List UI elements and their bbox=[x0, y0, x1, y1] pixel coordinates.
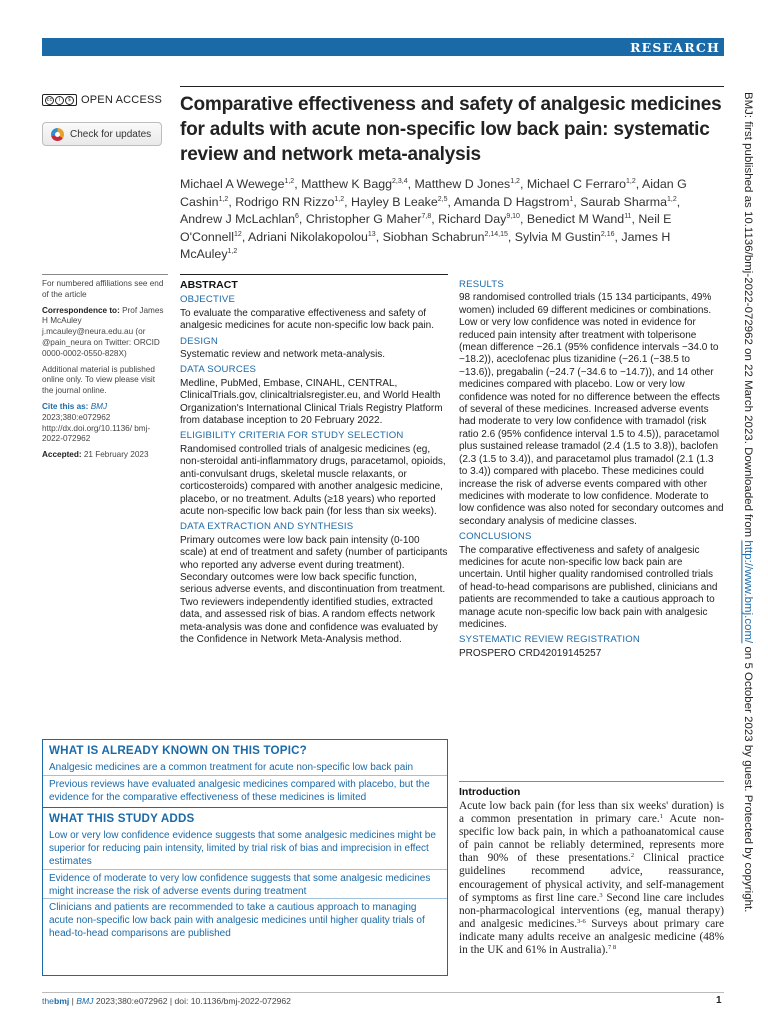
author-name: Matthew K Bagg$^{2,3,4}$ bbox=[301, 177, 408, 191]
extraction-heading: DATA EXTRACTION AND SYNTHESIS bbox=[180, 521, 354, 533]
results-text: 98 randomised controlled trials (15 134 participants, 49% women) included 69 different medicines or combinations. Low or very low confidence was noted in evidence for reduced pain intensity after treatment with tolperisone (mean difference −26.1 (95% confidence intervals −34.0 to −18.2)), aceclofenac plus tizanidine (−26.1 (−38.5 to −13.6)), pregabalin (−24.7 (−34.6 to −14.7)), and 14 other medicines compared with placebo. Low or very low confidence was noted for no difference between the effects of several of these medicines. Increased adverse events had moderate to very low confidence with tramadol (risk ratio 2.6 (95% confidence interval 1.5 to 4.5)), paracetamol plus sustained release tramadol (2.4 (1.5 to 3.8)), baclofen (2.3 (1.5 to 3.4)), and paracetamol plus tramadol (2.1 (1.3 to 3.4)) compared with placebo. These medicines could increase the risk of adverse events compared with other medicines with moderate to low confidence. Moderate to low confidence was also noted for secondary outcomes and secondary analysis of medicine classes. bbox=[459, 292, 724, 527]
author-name: Rodrigo RN Rizzo$^{1,2}$ bbox=[235, 194, 345, 209]
author-name: Aidan G Cashin$^{1,2}$ bbox=[180, 177, 687, 209]
abstract-heading: ABSTRACT bbox=[180, 279, 238, 291]
bmj-logo: thebmj bbox=[42, 996, 70, 1006]
author-name: Neil E O'Connell$^{12}$ bbox=[180, 212, 672, 244]
adds-heading: WHAT THIS STUDY ADDS bbox=[43, 807, 447, 827]
objective-heading: OBJECTIVE bbox=[180, 294, 236, 306]
bmj-link[interactable]: http://www.bmj.com/ bbox=[742, 540, 754, 644]
registration-heading: SYSTEMATIC REVIEW REGISTRATION bbox=[459, 634, 641, 646]
adds-item: Clinicians and patients are recommended to take a cautious approach to managing acute non-specific low back pain with analgesic medicines until higher quality trials of head-to-head comparisons are published bbox=[43, 898, 447, 940]
conclusions-text: The comparative effectiveness and safety of analgesic medicines for acute non-specific low back pain are uncertain. Until higher quality randomised controlled trials of head-to-head comparisons are published, clinicians and patients are recommended to take a cautious approach to manage acute non-specific low back pain with analgesic medicines. bbox=[459, 544, 718, 630]
author-name: Adriani Nikolakopolou$^{13}$ bbox=[248, 229, 376, 244]
data-sources-text: Medline, PubMed, Embase, CINAHL, CENTRAL, ClinicalTrials.gov, clinicaltrialsregister.eu, and World Health Organization's International Clinical Trials Registry Platform from database inception to 20 February 2022. bbox=[180, 377, 443, 427]
known-heading: WHAT IS ALREADY KNOWN ON THIS TOPIC? bbox=[49, 744, 307, 757]
author-name: Richard Day$^{9,10}$ bbox=[438, 212, 520, 226]
introduction-heading: Introduction bbox=[459, 786, 521, 798]
results-heading: RESULTS bbox=[459, 279, 504, 290]
author-list: Michael A Wewege$^{1,2}$, Matthew K Bagg$^{2,3,4}$, Matthew D Jones$^{1,2}$, Michael C Ferraro$^{1,2}$, Aidan G Cashin$^{1,2}$, Rodrigo RN Rizzo$^{1,2}$, Hayley B Leake$^{2,5}$, Amanda D Hagstrom$^1$, Saurab Sharma$^{1,2}$, Andrew J McLachlan$^6$, Christopher G Maher$^{7,8}$, Richard Day$^{9,10}$, Benedict M Wand$^{11}$, Neil E O'Connell$^{12}$, Adriani Nikolakopolou$^{13}$, Siobhan Schabrun$^{2,14,15}$, Sylvia M Gustin$^{2,16}$, James H McAuley$^{1,2}$ bbox=[180, 177, 687, 261]
author-name: Hayley B Leake$^{2,5}$ bbox=[350, 194, 448, 209]
sidebar-rule bbox=[42, 274, 168, 275]
correspondence: Correspondence to: Prof James H McAuley j.mcauley@neura.edu.au (or @pain_neura on Twitter: ORCID 0000-0002-0550-828X) bbox=[42, 305, 164, 358]
article-title: Comparative effectiveness and safety of analgesic medicines for adults with acute non-specific low back pain: systematic review and network meta-analysis bbox=[180, 94, 722, 165]
article-sidebar bbox=[42, 279, 168, 466]
eligibility-text: Randomised controlled trials of analgesic medicines (eg, non-steroidal anti-inflammatory drugs, paracetamol, opioids, anti-convulsant drugs, skeletal muscle relaxants, or corticosteroids) compared with another analgesic medicine, placebo, or no treatment. Adults (≥18 years) who reported acute non-specific low back pain (for less than six weeks). bbox=[180, 443, 446, 517]
check-for-updates-button[interactable] bbox=[42, 122, 162, 146]
author-name: Andrew J McLachlan$^6$ bbox=[180, 212, 299, 226]
adds-item: Evidence of moderate to very low confidence suggests that some analgesic medicines might increase the risk of adverse events during treatment bbox=[43, 869, 447, 899]
author-name: Siobhan Schabrun$^{2,14,15}$ bbox=[382, 229, 508, 244]
doi-link[interactable]: http://dx.doi.org/10.1136/ bmj-2022-072962 bbox=[42, 423, 151, 444]
affiliations-note: For numbered affiliations see end of the article bbox=[42, 279, 164, 299]
author-name: Benedict M Wand$^{11}$ bbox=[526, 212, 632, 226]
creative-commons-icon: cc i $ bbox=[42, 94, 77, 106]
author-name: Christopher G Maher$^{7,8}$ bbox=[305, 212, 432, 226]
intro-rule bbox=[459, 781, 724, 782]
abstract-rule bbox=[180, 274, 448, 275]
additional-material-note: Additional material is published online only. To view please visit the journal online. bbox=[42, 364, 156, 396]
objective-text: To evaluate the comparative effectiveness and safety of analgesic medicines for acute non-specific low back pain. bbox=[180, 307, 435, 332]
author-name: Michael C Ferraro$^{1,2}$ bbox=[526, 177, 636, 191]
known-item: Previous reviews have evaluated analgesic medicines compared with placebo, but the evidence for the comparative effectiveness of these medicines is limited bbox=[43, 775, 447, 805]
abstract-column-right bbox=[459, 279, 724, 661]
footer-rule bbox=[42, 992, 724, 993]
author-name: Michael A Wewege$^{1,2}$ bbox=[180, 177, 295, 191]
known-item: Analgesic medicines are a common treatment for acute non-specific low back pain bbox=[49, 762, 414, 773]
data-sources-heading: DATA SOURCES bbox=[180, 364, 257, 376]
page-number: 1 bbox=[716, 995, 722, 1006]
crossmark-icon bbox=[51, 128, 64, 141]
section-banner bbox=[42, 38, 724, 56]
registration-text: PROSPERO CRD42019145257 bbox=[459, 647, 602, 659]
title-rule bbox=[180, 86, 724, 87]
eligibility-heading: ELIGIBILITY CRITERIA FOR STUDY SELECTION bbox=[180, 430, 404, 442]
design-heading: DESIGN bbox=[180, 335, 218, 347]
author-name: Amanda D Hagstrom$^1$ bbox=[453, 194, 574, 209]
conclusions-heading: CONCLUSIONS bbox=[459, 531, 532, 543]
extraction-text: Primary outcomes were low back pain intensity (0-100 scale) at end of treatment and safety (number of participants who reported any adverse event during treatment). Secondary outcomes were low back specific function, serious adverse events, and discontinuation from treatment. Two reviewers independently identified studies, extracted data, and assessed risk of bias. A random effects network meta-analysis was done and confidence was evaluated by the Confidence in Network Meta-Analysis method. bbox=[180, 534, 448, 645]
author-name: Saurab Sharma$^{1,2}$ bbox=[580, 194, 677, 209]
author-name: James H McAuley$^{1,2}$ bbox=[180, 229, 671, 261]
introduction-text: Acute low back pain (for less than six weeks' duration) is a common presentation in primary care.$^1$ Acute non-specific low back pain, in which a pathoanatomical cause of pain cannot be reliably determined, represents more than 90% of these presentations.$^2$ Clinical practice guidelines recommend advice, reassurance, encouragement of physical activity, and self-management of symptoms as first line care.$^3$ Second line care includes non-pharmacological interventions (eg, manual therapy) and analgesic medicines.$^{3-6}$ Surveys about primary care indicate many adults receive an analgesic medicine (48% in the UK and 61% in Australia).$^{7 8}$ bbox=[459, 800, 724, 957]
design-text: Systematic review and network meta-analysis. bbox=[180, 349, 386, 361]
citation: Cite this as: BMJ 2023;380:e072962 http://dx.doi.org/10.1136/ bmj-2022-072962 bbox=[42, 401, 151, 444]
open-access-badge bbox=[42, 94, 162, 106]
adds-item: Low or very low confidence evidence suggests that some analgesic medicines might be superior for reducing pain intensity, limited by trial risk of bias and imprecision in effect estimates bbox=[49, 830, 436, 867]
author-name: Sylvia M Gustin$^{2,16}$ bbox=[514, 229, 615, 244]
abstract-column-left bbox=[180, 279, 448, 647]
summary-box bbox=[42, 739, 448, 976]
section-label: RESEARCH bbox=[630, 40, 720, 55]
author-name: Matthew D Jones$^{1,2}$ bbox=[414, 177, 520, 191]
footer-citation: thebmj | BMJ 2023;380:e072962 | doi: 10.1136/bmj-2022-072962 bbox=[42, 996, 291, 1006]
open-access-label: OPEN ACCESS bbox=[81, 94, 163, 106]
accepted-date: Accepted: 21 February 2023 bbox=[42, 450, 149, 460]
download-watermark: BMJ: first published as 10.1136/bmj-2022-072962 on 22 March 2023. Downloaded from http://www.bmj.com/ on 5 October 2023 by guest. Protected by copyright. bbox=[742, 92, 754, 913]
check-for-updates-label: Check for updates bbox=[70, 128, 152, 140]
